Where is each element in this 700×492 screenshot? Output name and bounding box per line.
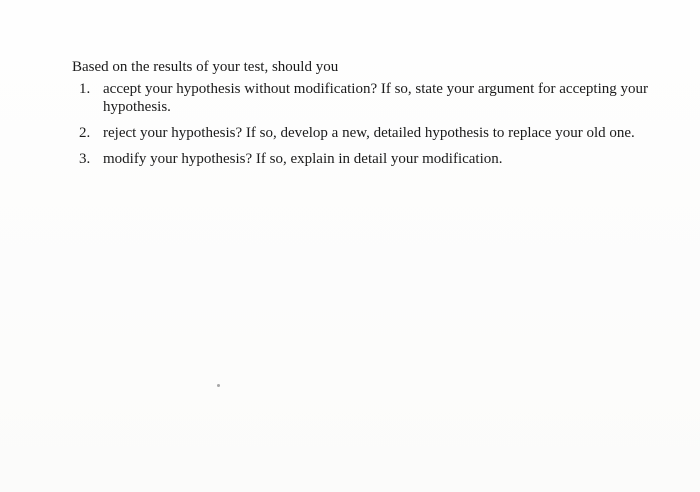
question-item-3	[72, 150, 662, 168]
question-number-3: 3.	[79, 151, 91, 167]
question-list	[72, 80, 662, 168]
question-item-1	[72, 80, 662, 116]
question-number-2: 2.	[79, 125, 91, 141]
scan-speck	[217, 384, 220, 387]
question-number-1: 1.	[79, 81, 91, 97]
document-content	[72, 58, 662, 176]
question-text-1: accept your hypothesis without modification? If so, state your argument for accepting your hypothesis.	[103, 81, 648, 115]
question-text-2: reject your hypothesis? If so, develop a new, detailed hypothesis to replace your old one.	[103, 125, 635, 141]
question-text-3: modify your hypothesis? If so, explain in detail your modification.	[103, 151, 503, 167]
intro-text: Based on the results of your test, should you	[72, 59, 339, 75]
question-item-2	[72, 124, 662, 142]
